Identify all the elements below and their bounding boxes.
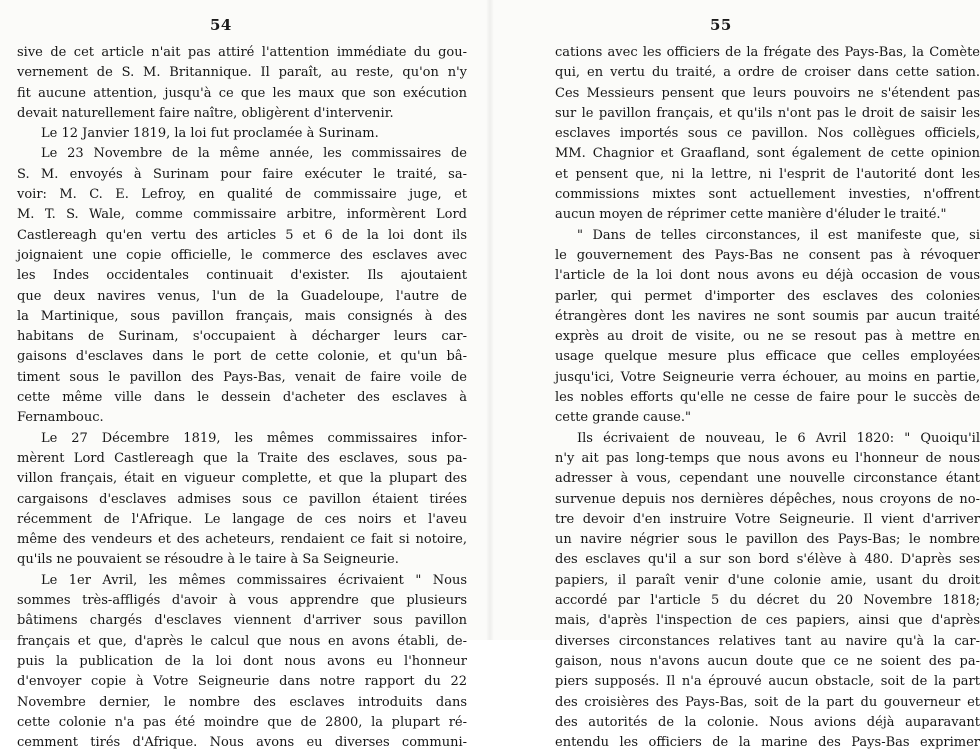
- left-page: [0, 0, 490, 751]
- text-line: sommes très-affligés d'avoir à vous apprendre que plusieurs: [17, 593, 467, 609]
- text-line: étrangères dont les navires ne sont soumis par aucun traité: [555, 308, 980, 324]
- text-line: mèrent Lord Castlereagh que la Traite des esclaves, sous pa-: [17, 450, 467, 466]
- text-line: Fernambouc.: [17, 410, 104, 426]
- left-page-text: [17, 43, 467, 753]
- paragraph-start-line: Le 27 Décembre 1819, les mêmes commissaires infor-: [41, 430, 467, 446]
- text-line: commissions mixtes sont actuellement investies, n'offrent: [555, 187, 980, 203]
- text-line: timent sous le pavillon des Pays-Bas, venait de faire voile de: [17, 369, 467, 385]
- text-line: les nobles efforts qu'elle ne cesse de faire pour le succès de: [555, 390, 980, 406]
- text-line: récemment de l'Afrique. Le langage de ces noirs et l'aveu: [17, 511, 467, 527]
- text-line: papiers, il paraît venir d'une colonie amie, usant du droit: [555, 572, 980, 588]
- text-line: cette même ville dans le dessein d'acheter des esclaves à: [17, 390, 467, 406]
- text-line: adresser à vous, cependant une nouvelle circonstance étant: [555, 471, 980, 487]
- text-line: cemment tirés d'Afrique. Nous avons eu diverses communi-: [17, 735, 467, 751]
- paragraph-start-line: Le 23 Novembre de la même année, les commissaires de: [41, 146, 467, 162]
- text-line: la Martinique, sous pavillon français, mais consignés à des: [17, 308, 467, 324]
- text-line: exprès au droit de visite, ou ne se resout pas à mettre en: [555, 329, 980, 345]
- text-line: Novembre dernier, le nombre des esclaves introduits dans: [17, 694, 467, 710]
- text-line: M. T. S. Wale, comme commissaire arbitre, informèrent Lord: [17, 207, 467, 223]
- text-line: usage quelque mesure plus efficace que celles employées: [555, 349, 980, 365]
- text-line: parler, qui permet d'importer des esclaves des colonies: [555, 288, 980, 304]
- text-line: devait naturellement faire naître, obligèrent d'intervenir.: [17, 105, 394, 121]
- right-page-text: [555, 43, 980, 753]
- text-line: habitans de Surinam, s'occupaient à décharger leurs car-: [17, 329, 467, 345]
- text-line: esclaves importés sous ce pavillon. Nos collègues officiels,: [555, 126, 980, 142]
- text-line: mais, d'après l'inspection de ces papiers, ainsi que d'après: [555, 613, 980, 629]
- text-line: S. M. envoyés à Surinam pour faire exécuter le traité, sa-: [17, 166, 467, 182]
- text-line: que deux navires venus, l'un de la Guadeloupe, l'autre de: [17, 288, 467, 304]
- text-line: n'y ait pas long-temps que nous avons eu l'honneur de nous: [555, 450, 980, 466]
- text-line: cations avec les officiers de la frégate des Pays-Bas, la Comète: [555, 45, 980, 60]
- text-line: aucun moyen de réprimer cette manière d'éluder le traité.": [555, 207, 947, 223]
- page-number-left: 54: [210, 16, 232, 34]
- text-line: fit aucune attention, jusqu'à ce que les maux que son exécution: [17, 85, 467, 101]
- text-line: bâtimens chargés d'esclaves viennent d'arriver sous pavillon: [17, 613, 467, 629]
- paragraph-start-line: Le 12 Janvier 1819, la loi fut proclamée à Surinam.: [41, 126, 379, 142]
- text-line: vernement de S. M. Britannique. Il paraît, au reste, qu'on n'y: [17, 65, 467, 81]
- right-page: [490, 0, 980, 751]
- text-line: tre devoir d'en instruire Votre Seigneurie. Il vient d'arriver: [555, 511, 980, 527]
- text-line: villon français, était en vigueur complette, et que la plupart des: [17, 471, 467, 487]
- page-number-right: 55: [710, 16, 732, 34]
- text-line: Castlereagh qu'en vertu des articles 5 et 6 de la loi dont ils: [17, 227, 467, 243]
- text-line: français et que, d'après le calcul que nous en avons établi, de-: [17, 633, 467, 649]
- paragraph-start-line: " Dans de telles circonstances, il est manifeste que, si: [577, 227, 980, 243]
- text-line: sur le pavillon français, et qu'ils n'ont pas le droit de saisir les: [555, 105, 980, 121]
- text-line: diverses circonstances relatives tant au navire qu'à la car-: [555, 633, 980, 649]
- paragraph-start-line: Ils écrivaient de nouveau, le 6 Avril 1820: " Quoiqu'il: [577, 430, 980, 446]
- text-line: voir: M. C. E. Lefroy, en qualité de commissaire juge, et: [17, 187, 467, 203]
- text-line: cette grande cause.": [555, 410, 691, 426]
- text-line: entendu les officiers de la marine des Pays-Bas exprimer: [555, 735, 980, 751]
- text-line: des croisières des Pays-Bas, soit de la part du gouverneur et: [555, 694, 980, 710]
- text-line: et pensent que, ni la lettre, ni l'esprit de l'autorité dont les: [555, 166, 980, 182]
- text-line: qui, en vertu du traité, a ordre de croiser dans cette sation.: [555, 65, 980, 81]
- text-line: qu'ils ne pouvaient se résoudre à le taire à Sa Seigneurie.: [17, 552, 399, 568]
- text-line: un navire négrier sous le pavillon des Pays-Bas; le nombre: [555, 532, 980, 548]
- text-line: MM. Chagnior et Graafland, sont également de cette opinion: [555, 146, 980, 162]
- text-line: même des vendeurs et des acheteurs, rendaient ce fait si notoire,: [17, 532, 467, 548]
- text-line: joignaient une copie officielle, le commerce des esclaves avec: [17, 247, 467, 263]
- text-line: survenue depuis nos dernières dépêches, nous croyons de no-: [555, 491, 980, 507]
- text-line: puis la publication de la loi dont nous avons eu l'honneur: [17, 653, 467, 669]
- text-line: accordé par l'article 5 du décret du 20 Novembre 1818;: [555, 593, 980, 609]
- text-line: les Indes occidentales continuait d'exister. Ils ajoutaient: [17, 268, 467, 284]
- text-line: des esclaves qu'il a sur son bord s'élève à 480. D'après ses: [555, 552, 980, 568]
- text-line: gaison, nous n'avons aucun doute que ce ne soient des pa-: [555, 653, 980, 669]
- text-line: le gouvernement des Pays-Bas ne consent pas à révoquer: [555, 247, 980, 263]
- text-line: des autorités de la colonie. Nous avions déjà auparavant: [555, 714, 980, 730]
- text-line: jusqu'ici, Votre Seigneurie verra échouer, au moins en partie,: [555, 369, 980, 385]
- text-line: cette colonie n'a pas été moindre que de 2800, la plupart ré-: [17, 714, 467, 730]
- text-line: l'article de la loi dont nous avons eu déjà occasion de vous: [555, 268, 980, 284]
- text-line: d'envoyer copie à Votre Seigneurie dans notre rapport du 22: [17, 674, 467, 690]
- text-line: sive de cet article n'ait pas attiré l'attention immédiate du gou-: [17, 45, 467, 60]
- paragraph-start-line: Le 1er Avril, les mêmes commissaires écrivaient " Nous: [41, 572, 467, 588]
- text-line: piers supposés. Il n'a éprouvé aucun obstacle, soit de la part: [555, 674, 980, 690]
- text-line: gaisons d'esclaves dans le port de cette colonie, et qu'un bâ-: [17, 349, 467, 365]
- text-line: cargaisons d'esclaves admises sous ce pavillon étaient tirées: [17, 491, 467, 507]
- text-line: Ces Messieurs pensent que leurs pouvoirs ne s'étendent pas: [555, 85, 980, 101]
